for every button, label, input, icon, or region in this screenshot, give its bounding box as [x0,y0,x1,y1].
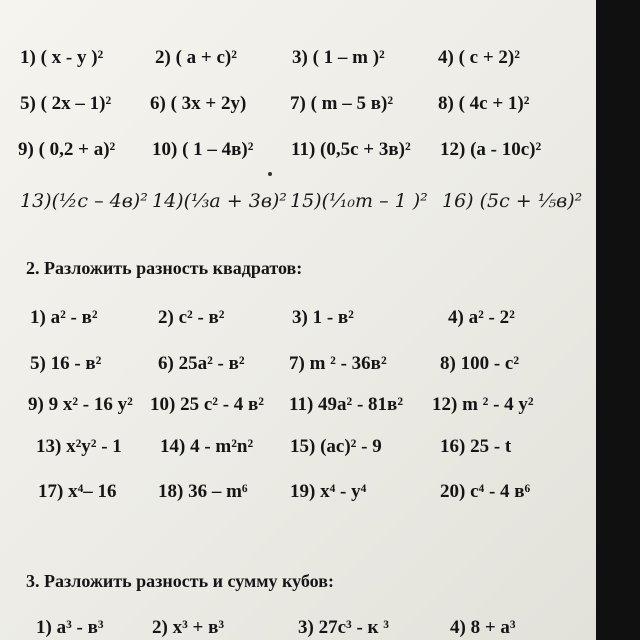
exercise-item: 10) 25 c² - 4 в² [150,394,264,415]
exercise-item: 11) (0,5c + 3в)² [291,139,411,160]
exercise-item: 3) 1 - в² [292,307,354,328]
exercise-item: 17) x⁴– 16 [38,481,117,502]
exercise-item: 15) (ac)² - 9 [290,436,382,457]
exercise-item: 3) ( 1 – m )² [292,47,385,68]
exercise-item: 7) ( m – 5 в)² [290,93,394,114]
exercise-item: 3) 27c³ - к ³ [298,617,389,638]
exercise-row [0,610,596,640]
exercise-item: 8) ( 4c + 1)² [438,93,530,114]
exercise-item: 2) ( a + c)² [155,47,237,68]
exercise-item: 5) 16 - в² [30,353,102,374]
exercise-item: 16) 25 - t [440,436,512,457]
exercise-row [0,300,596,336]
exercise-item: 4) a² - 2² [448,307,515,328]
exercise-item: 4) ( c + 2)² [438,47,520,68]
exercise-item: 18) 36 – m⁶ [158,481,248,502]
ink-dot [268,172,272,176]
section-heading: 2. Разложить разность квадратов: [26,258,303,278]
exercise-item-handwritten: 15)(¹⁄₁₀m – 1 )² [290,190,428,212]
exercise-row [0,132,596,168]
exercise-item: 8) 100 - c² [440,353,520,374]
section-heading: 3. Разложить разность и сумму кубов: [26,571,334,591]
exercise-item: 20) c⁴ - 4 в⁶ [440,481,531,502]
exercise-item-handwritten: 14)(⅓a + 3в)² [152,190,287,212]
exercise-item: 1) ( x - y )² [20,47,104,68]
exercise-item: 2) c² - в² [158,307,225,328]
exercise-row [0,387,596,423]
exercise-row [0,346,596,382]
exercise-row [0,40,596,76]
exercise-row [0,474,596,510]
exercise-item: 19) x⁴ - y⁴ [290,481,367,502]
exercise-item: 11) 49a² - 81в² [289,394,404,415]
exercise-item: 9) ( 0,2 + a)² [18,139,116,160]
exercise-item: 2) x³ + в³ [152,617,225,638]
exercise-item: 6) 25a² - в² [158,353,245,374]
exercise-item: 4) 8 + a³ [450,617,516,638]
exercise-item: 1) a³ - в³ [36,617,104,638]
exercise-item: 9) 9 x² - 16 y² [28,394,133,415]
exercise-row [0,183,596,219]
exercise-item: 14) 4 - m²n² [160,436,254,457]
exercise-item: 7) m ² - 36в² [289,353,387,374]
exercise-item: 13) x²y² - 1 [36,436,122,457]
exercise-item: 5) ( 2x – 1)² [20,93,112,114]
exercise-row [0,86,596,122]
exercise-item: 10) ( 1 – 4в)² [152,139,254,160]
exercise-item: 12) m ² - 4 y² [432,394,534,415]
exercise-item: 6) ( 3x + 2y) [150,93,247,114]
exercise-item: 12) (a - 10c)² [440,139,542,160]
exercise-item: 1) a² - в² [30,307,98,328]
exercise-item-handwritten: 16) (5c + ⅕в)² [442,190,583,212]
exercise-row [0,429,596,465]
exercise-item-handwritten: 13)(½c – 4в)² [20,190,148,212]
